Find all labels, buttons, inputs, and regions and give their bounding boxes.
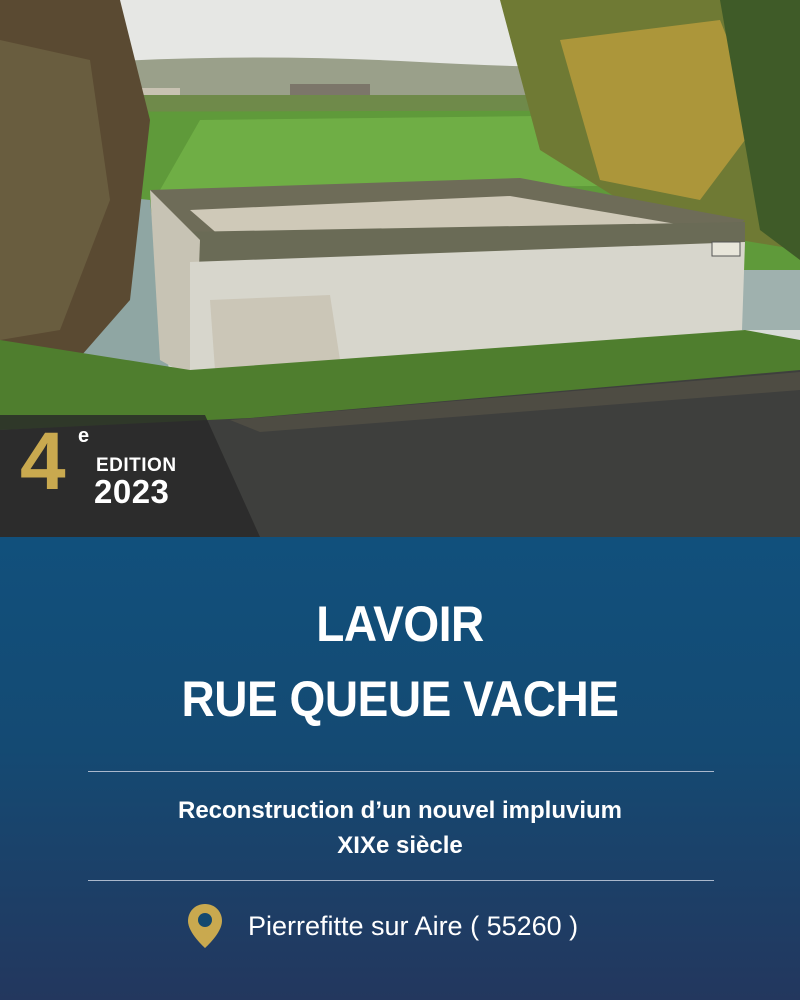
subtitle-line-1: Reconstruction d’un nouvel impluvium (177, 797, 623, 824)
divider-bottom (88, 880, 714, 881)
edition-superscript: e (78, 425, 90, 447)
title-line-1: LAVOIR (316, 596, 484, 652)
subtitle-line-2: XIXe siècle (337, 832, 463, 859)
title-line-2: RUE QUEUE VACHE (181, 671, 619, 727)
edition-year: 2023 (94, 473, 170, 510)
location-text: Pierrefitte sur Aire ( 55260 ) (248, 910, 579, 941)
divider-top (88, 771, 714, 772)
edition-number: 4 (20, 416, 66, 507)
location-row (186, 903, 578, 949)
map-pin-icon (186, 903, 224, 949)
edition-label: EDITION (96, 455, 177, 476)
info-panel (0, 537, 800, 1000)
edition-badge (0, 415, 260, 545)
